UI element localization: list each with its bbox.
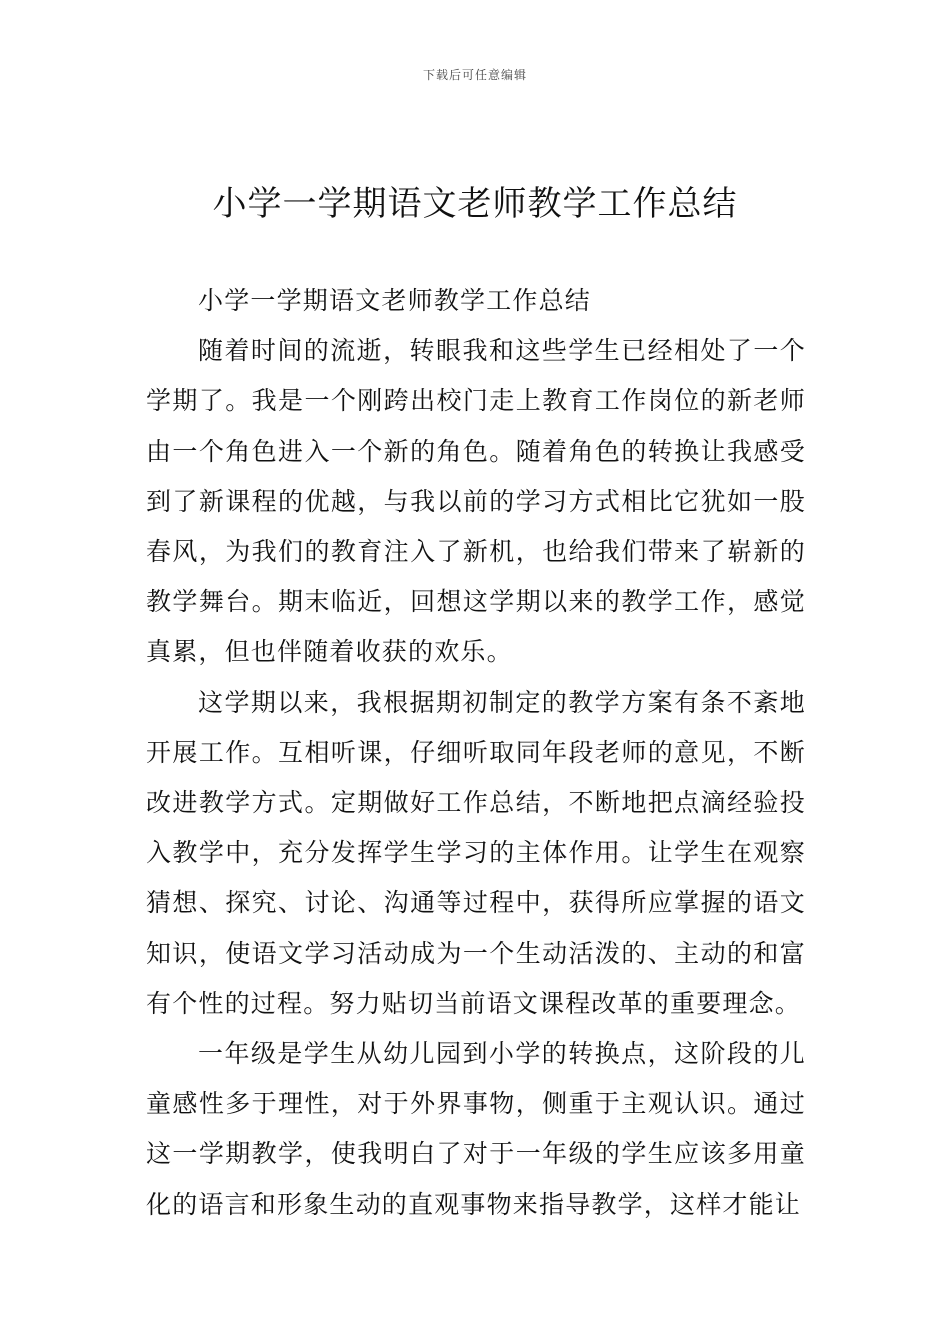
paragraph: 随着时间的流逝，转眼我和这些学生已经相处了一个学期了。我是一个刚跨出校门走上教育工作岗位的新老师由一个角色进入一个新的角色。随着角色的转换让我感受到了新课程的优越，与我以前的学习方式相比它犹如一股春风，为我们的教育注入了新机，也给我们带来了崭新的教学舞台。期末临近，回想这学期以来的教学工作，感觉真累，但也伴随着收获的欢乐。 [146, 336, 806, 667]
paragraph: 一年级是学生从幼儿园到小学的转换点，这阶段的儿童感性多于理性，对于外界事物，侧重于主观认识。通过这一学期教学，使我明白了对于一年级的学生应该多用童化的语言和形象生动的直观事物来指导教学，这样才能让 [146, 1039, 806, 1219]
document-title: 小学一学期语文老师教学工作总结 [212, 184, 738, 224]
paragraph-subtitle: 小学一学期语文老师教学工作总结 [198, 286, 592, 315]
paragraph: 这学期以来，我根据期初制定的教学方案有条不紊地开展工作。互相听课，仔细听取同年段老师的意见，不断改进教学方式。定期做好工作总结，不断地把点滴经验投入教学中，充分发挥学生学习的主体作用。让学生在观察猜想、探究、讨论、沟通等过程中，获得所应掌握的语文知识，使语文学习活动成为一个生动活泼的、主动的和富有个性的过程。努力贴切当前语文课程改革的重要理念。 [146, 687, 806, 1018]
document-body [146, 276, 806, 1230]
header-note: 下载后可任意编辑 [422, 68, 527, 82]
